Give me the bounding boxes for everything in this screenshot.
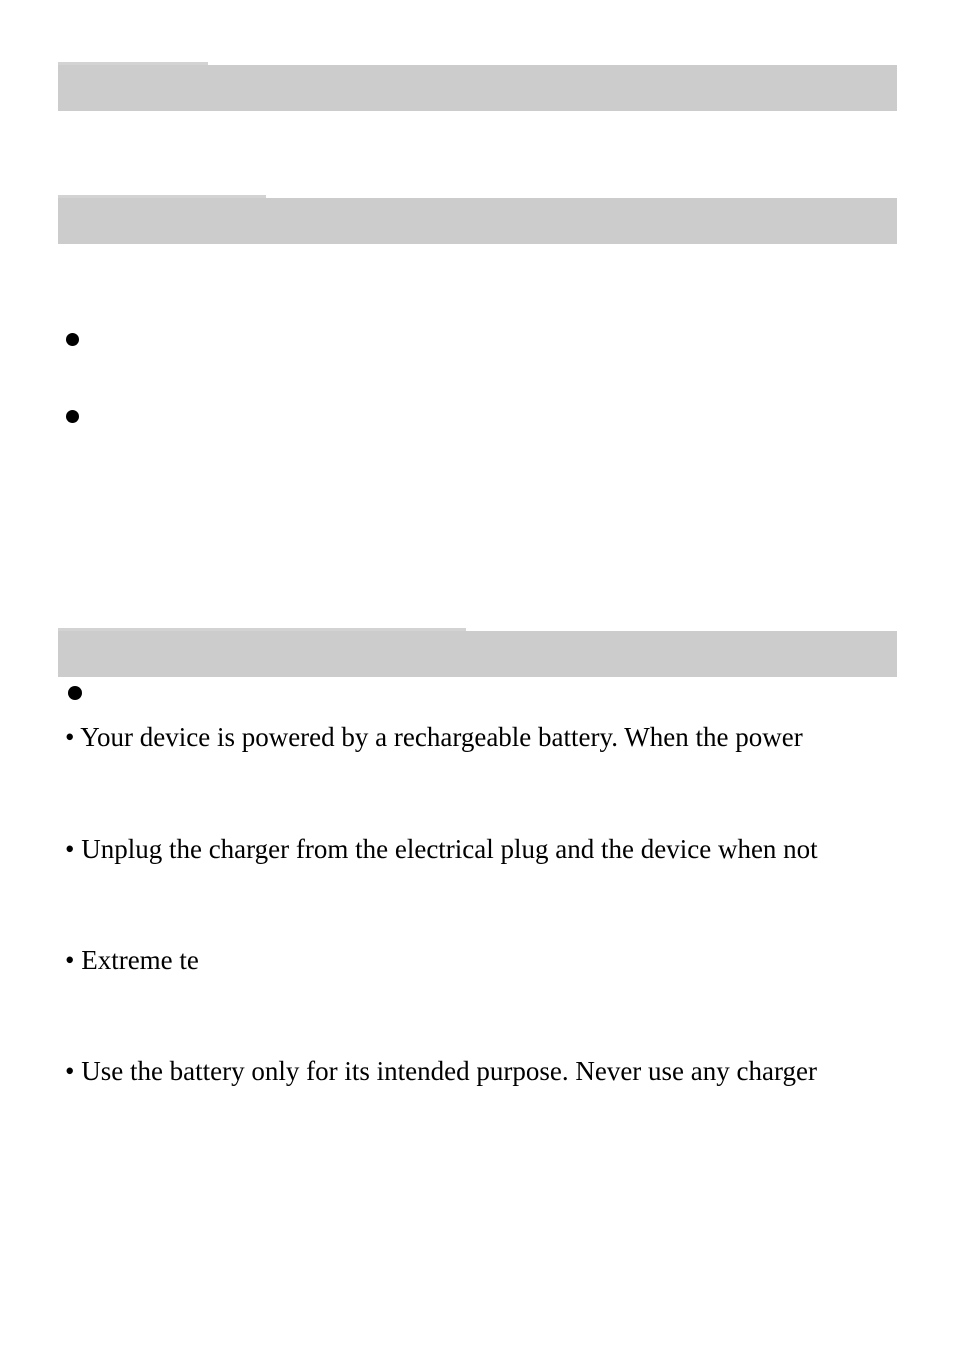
section-header-band-1 xyxy=(58,65,897,111)
bullet-dot-3 xyxy=(68,686,82,700)
bullet-dot-1 xyxy=(66,333,79,346)
bullet-dot-2 xyxy=(66,410,79,423)
paragraph-extreme-temperatures: • Extreme te xyxy=(65,945,199,975)
paragraph-unplug-charger: • Unplug the charger from the electrical plug and the device when not xyxy=(65,834,818,864)
paragraph-battery-power: • Your device is powered by a rechargeable battery. When the power xyxy=(65,722,803,752)
section-header-band-3 xyxy=(58,631,897,677)
section-header-band-2 xyxy=(58,198,897,244)
paragraph-intended-purpose: • Use the battery only for its intended purpose. Never use any charger xyxy=(65,1056,817,1086)
